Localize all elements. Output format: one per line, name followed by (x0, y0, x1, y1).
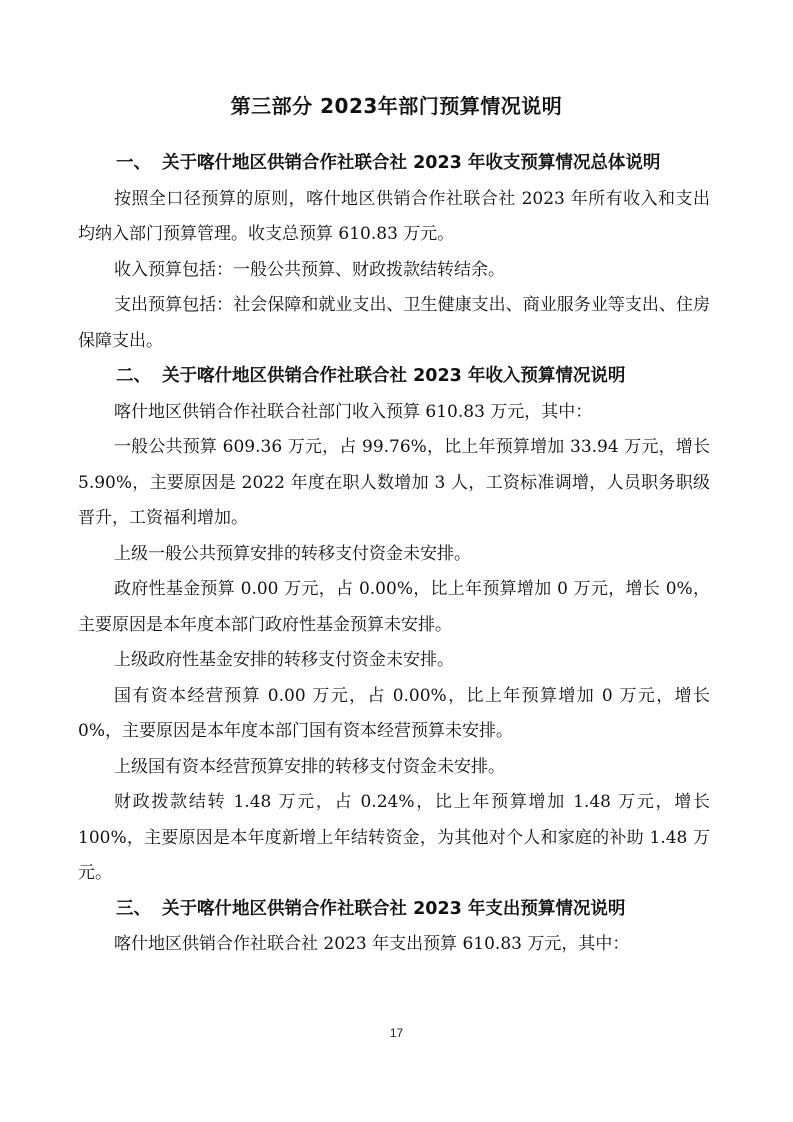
paragraph: 喀什地区供销合作社联合社 2023 年支出预算 610.83 万元，其中： (114, 934, 630, 954)
paragraph: 一般公共预算 609.36 万元，占 99.76%，比上年预算增加 33.94 万元，增长 5.90%，主要原因是 2022 年度在职人数增加 3 人，工资标准调增，人员职务职级晋升，工资福利增加。 (78, 437, 710, 528)
paragraph: 按照全口径预算的原则，喀什地区供销合作社联合社 2023 年所有收入和支出均纳入部门预算管理。收支总预算 610.83 万元。 (78, 188, 710, 244)
paragraph: 收入预算包括：一般公共预算、财政拨款结转结余。 (114, 259, 505, 280)
section-heading-2 (78, 359, 710, 395)
paragraph: 财政拨款结转 1.48 万元，占 0.24%，比上年预算增加 1.48 万元，增长 100%，主要原因是本年度新增上年结转资金，为其他对个人和家庭的补助 1.48 万元。 (78, 792, 710, 883)
paragraph: 政府性基金预算 0.00 万元，占 0.00%，比上年预算增加 0 万元，增长 0%，主要原因是本年度本部门政府性基金预算未安排。 (78, 579, 710, 635)
paragraph: 支出预算包括：社会保障和就业支出、卫生健康支出、商业服务业等支出、住房保障支出。 (78, 295, 710, 351)
page-number: 17 (389, 1026, 404, 1040)
section-number: 三、 (116, 898, 151, 919)
paragraph: 上级国有资本经营预算安排的转移支付资金未安排。 (114, 756, 505, 777)
section-heading-3 (78, 892, 710, 928)
section-heading-text: 关于喀什地区供销合作社联合社 2023 年支出预算情况说明 (162, 898, 626, 919)
document-body (78, 146, 710, 963)
section-heading-1 (78, 146, 710, 182)
paragraph: 上级一般公共预算安排的转移支付资金未安排。 (114, 543, 471, 564)
paragraph: 国有资本经营预算 0.00 万元，占 0.00%，比上年预算增加 0 万元，增长 0%，主要原因是本年度本部门国有资本经营预算未安排。 (78, 685, 710, 741)
section-heading-text: 关于喀什地区供销合作社联合社 2023 年收支预算情况总体说明 (162, 153, 661, 173)
section-number: 一、 (116, 153, 151, 173)
paragraph: 上级政府性基金安排的转移支付资金未安排。 (114, 650, 454, 670)
paragraph: 喀什地区供销合作社联合社部门收入预算 610.83 万元，其中： (114, 401, 593, 422)
section-heading-text: 关于喀什地区供销合作社联合社 2023 年收入预算情况说明 (162, 366, 626, 386)
section-number: 二、 (116, 366, 151, 386)
page-title: 第三部分 2023年部门预算情况说明 (230, 94, 563, 118)
